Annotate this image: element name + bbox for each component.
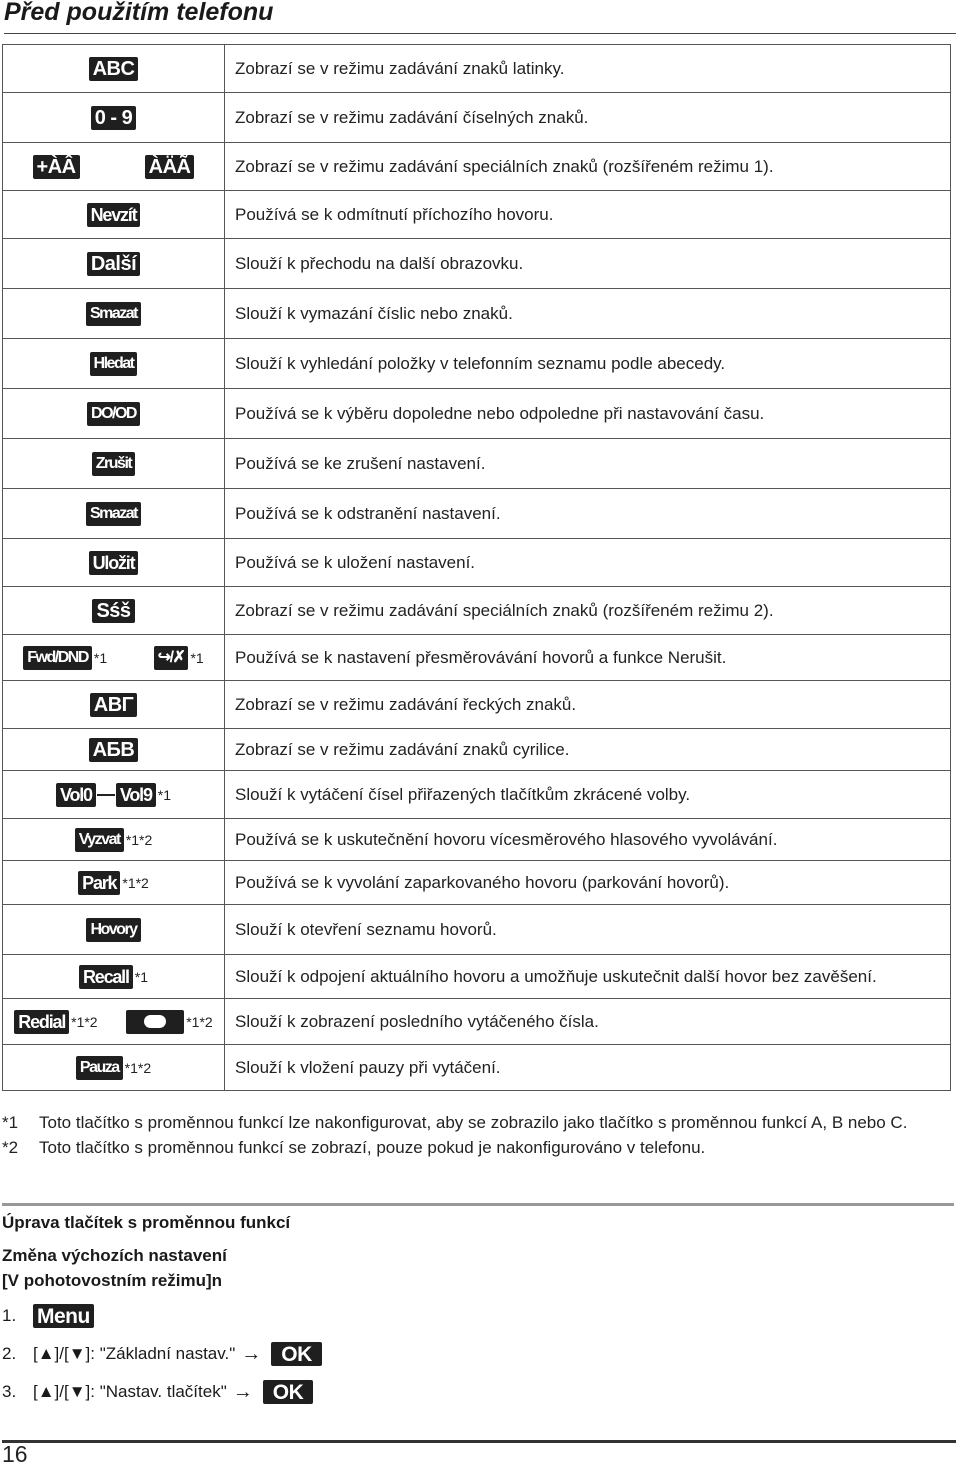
reject-key-icon: Nevzít: [87, 203, 141, 227]
footnote-ref: *1*2: [122, 874, 149, 891]
footnote-text: Toto tlačítko s proměnnou funkcí se zobrazí, pouze pokud je nakonfigurováno v telefonu.: [39, 1138, 706, 1157]
speed-dial-9-key-icon: Vol9: [116, 783, 156, 807]
step-number: 2.: [2, 1344, 17, 1363]
am-pm-key-icon: DO/OD: [87, 402, 140, 426]
footnote-1: [2, 1110, 942, 1135]
pause-key-icon: Pauza: [76, 1056, 123, 1080]
procedure-steps: [2, 1297, 942, 1411]
table-row: [3, 439, 951, 489]
row-description: Používá se k odmítnutí příchozího hovoru.: [225, 191, 951, 239]
procedure-subheading: Změna výchozích nastavení [V pohotovostním režimu]n: [2, 1246, 227, 1290]
table-row: [3, 905, 951, 955]
footnote-ref: *1: [134, 968, 149, 985]
footnote-text: Toto tlačítko s proměnnou funkcí lze nakonfigurovat, aby se zobrazilo jako tlačítko s proměnnou funkcí A, B nebo C.: [39, 1113, 908, 1132]
table-row: [3, 289, 951, 339]
greek-mode-icon: ΑΒΓ: [90, 693, 137, 717]
footnote-ref: *1: [157, 786, 171, 803]
row-description: Slouží k otevření seznamu hovorů.: [225, 905, 951, 955]
footnotes: [2, 1110, 942, 1160]
step-1: [2, 1297, 942, 1335]
ok-key-icon: OK: [271, 1342, 322, 1366]
cancel-key-icon: Zrušit: [92, 452, 135, 476]
footnote-ref: *1: [93, 649, 108, 666]
row-description: Používá se k uskutečnění hovoru vícesměrového hlasového vyvolávání.: [225, 819, 951, 861]
erase-key-icon: Smazat: [86, 302, 141, 326]
row-description: Používá se k nastavení přesměrovávání hovorů a funkce Nerušit.: [225, 635, 951, 681]
row-description: Používá se k odstranění nastavení.: [225, 489, 951, 539]
section-divider: [2, 1203, 954, 1206]
row-description: Zobrazí se v režimu zadávání řeckých znaků.: [225, 681, 951, 729]
footnote-ref: *1*2: [71, 1013, 98, 1030]
row-description: Slouží k vytáčení čísel přiřazených tlačítkům zkrácené volby.: [225, 771, 951, 819]
arrow-right-icon: →: [232, 1380, 253, 1403]
call-park-key-icon: Park: [78, 871, 120, 895]
table-row: [3, 861, 951, 905]
table-row: [3, 339, 951, 389]
table-row: [3, 819, 951, 861]
extended-2-mode-icon: Sśš: [92, 599, 134, 623]
table-row: [3, 955, 951, 999]
call-log-key-icon: Hovory: [86, 918, 140, 942]
page-number: 16: [2, 1441, 28, 1467]
delete-setting-key-icon: Smazat: [86, 502, 141, 526]
extended-1-accent-icon: ÀÄÃ: [145, 155, 195, 179]
table-row: [3, 681, 951, 729]
ok-key-icon: OK: [263, 1380, 314, 1404]
step-number: 3.: [2, 1382, 17, 1401]
table-row: [3, 489, 951, 539]
step-3: [2, 1373, 942, 1411]
footnote-ref: *1*2: [186, 1013, 213, 1030]
redial-symbol-icon: [126, 1010, 184, 1034]
table-row: [3, 191, 951, 239]
search-key-icon: Hledat: [90, 352, 138, 376]
row-description: Slouží k přechodu na další obrazovku.: [225, 239, 951, 289]
footnote-ref: *1: [190, 649, 204, 666]
paging-key-icon: Vyzvat: [75, 828, 124, 852]
row-description: Zobrazí se v režimu zadávání znaků cyrilice.: [225, 729, 951, 771]
row-description: Používá se k uložení nastavení.: [225, 539, 951, 587]
row-description: Slouží k odpojení aktuálního hovoru a umožňuje uskutečnit další hovor bez zavěšení.: [225, 955, 951, 999]
footnote-2: [2, 1135, 942, 1160]
footnote-mark: *2: [2, 1138, 19, 1157]
footnote-ref: *1*2: [124, 1059, 152, 1076]
step-text: [▲]/[▼]: "Nastav. tlačítek": [33, 1382, 227, 1401]
row-description: Slouží k vložení pauzy při vytáčení.: [225, 1045, 951, 1091]
row-description: Zobrazí se v režimu zadávání číselných znaků.: [225, 93, 951, 143]
row-description: Slouží k vymazání číslic nebo znaků.: [225, 289, 951, 339]
table-row: [3, 389, 951, 439]
arrow-right-icon: →: [241, 1342, 262, 1365]
step-text: [▲]/[▼]: "Základní nastav.": [33, 1344, 236, 1363]
extended-1-plus-icon: +ÀÂ: [33, 155, 80, 179]
section-title: Před použitím telefonu: [4, 0, 274, 26]
procedure-section: [2, 1210, 942, 1411]
footnote-mark: *1: [2, 1113, 19, 1132]
row-description: Slouží k zobrazení posledního vytáčeného čísla.: [225, 999, 951, 1045]
menu-key-icon: Menu: [33, 1304, 94, 1328]
procedure-heading: Úprava tlačítek s proměnnou funkcí: [2, 1213, 291, 1232]
redial-key-icon: Redial: [14, 1010, 69, 1034]
row-description: Používá se ke zrušení nastavení.: [225, 439, 951, 489]
row-description: Používá se k výběru dopoledne nebo odpoledne při nastavování času.: [225, 389, 951, 439]
next-key-icon: Další: [87, 252, 140, 276]
forward-dnd-symbol-icon: ↪︎/✗: [154, 646, 189, 670]
footnote-ref: *1*2: [125, 831, 153, 848]
soft-key-table: [2, 44, 951, 1091]
row-description: Slouží k vyhledání položky v telefonním seznamu podle abecedy.: [225, 339, 951, 389]
range-dash: [97, 794, 115, 796]
table-row: [3, 587, 951, 635]
table-row: [3, 999, 951, 1045]
row-description: Používá se k vyvolání zaparkovaného hovoru (parkování hovorů).: [225, 861, 951, 905]
abc-mode-icon: ABC: [89, 57, 139, 81]
table-row: [3, 771, 951, 819]
step-number: 1.: [2, 1306, 17, 1325]
table-row: [3, 729, 951, 771]
cyrillic-mode-icon: АБВ: [89, 738, 139, 762]
table-row: [3, 1045, 951, 1091]
numeric-mode-icon: 0 - 9: [91, 106, 137, 130]
speed-dial-0-key-icon: Vol0: [56, 783, 96, 807]
row-description: Zobrazí se v režimu zadávání speciálních znaků (rozšířeném režimu 2).: [225, 587, 951, 635]
table-row: [3, 93, 951, 143]
table-row: [3, 539, 951, 587]
table-row: [3, 239, 951, 289]
table-row: [3, 45, 951, 93]
row-description: Zobrazí se v režimu zadávání znaků latinky.: [225, 45, 951, 93]
step-2: [2, 1335, 942, 1373]
footer-rule: [2, 1440, 956, 1443]
save-key-icon: Uložit: [89, 551, 139, 575]
recall-key-icon: Recall: [79, 965, 133, 989]
row-description: Zobrazí se v režimu zadávání speciálních znaků (rozšířeném režimu 1).: [225, 143, 951, 191]
title-rule: [4, 33, 956, 34]
table-row: [3, 143, 951, 191]
fwd-dnd-key-icon: Fwd/DND: [23, 646, 92, 670]
table-row: [3, 635, 951, 681]
